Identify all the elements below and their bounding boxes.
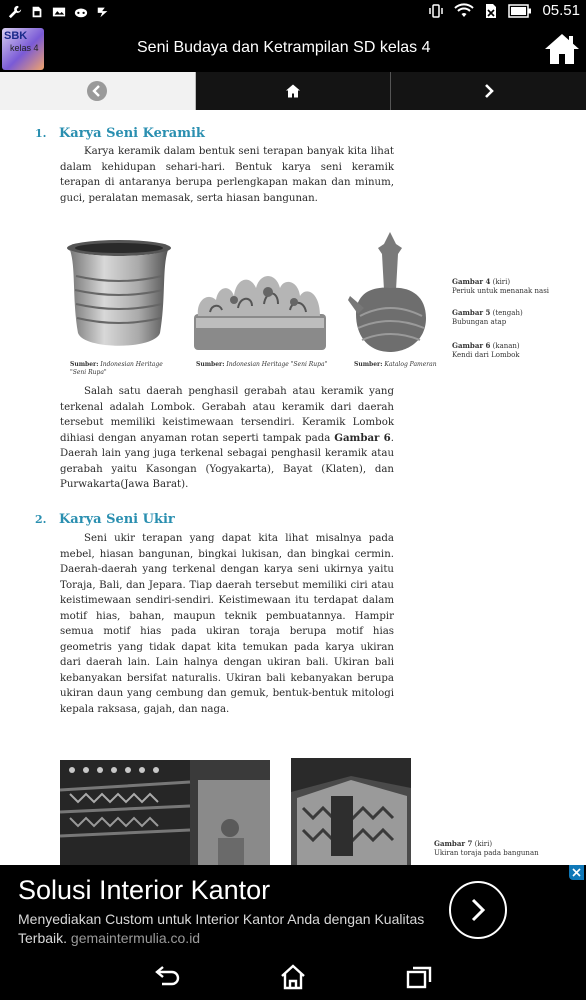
back-icon	[152, 963, 182, 991]
app-logo	[2, 28, 44, 70]
figure-source-caption	[354, 361, 454, 369]
gambar-caption-7	[434, 839, 539, 858]
ad-title[interactable]: Solusi Interior Kantor	[18, 875, 271, 905]
adchoices-button[interactable]	[569, 865, 584, 880]
system-navigation-bar	[0, 955, 586, 1000]
sync-icon	[96, 4, 110, 20]
gambar-label: Gambar 4	[452, 277, 491, 286]
gambar-position: (kiri)	[474, 840, 493, 848]
chevron-left-circle-icon	[86, 80, 108, 102]
gallery-icon	[52, 4, 66, 20]
gambar-position: (kiri)	[492, 278, 511, 286]
gambar-text: Ukiran toraja pada bangunan	[434, 849, 539, 857]
section-heading-keramik	[35, 126, 205, 141]
page-navigation	[0, 72, 586, 110]
paragraph-text: Salah satu daerah penghasil gerabah atau keramik yang terkenal adalah Lombok. Gerabah atau keramik dari daerah tersebut memiliki keistimewaan tersendiri. Keramik Lombok dihiasi dengan anyaman rotan seperti tampak pada	[60, 386, 394, 444]
ad-banner[interactable]	[0, 865, 586, 955]
source-label: Sumber:	[196, 361, 225, 368]
section-title: Karya Seni Keramik	[59, 126, 205, 141]
figure-source-caption	[70, 361, 180, 377]
gambar-text: Bubungan atap	[452, 318, 507, 326]
figure-periuk	[62, 238, 177, 356]
source-text: Indonesian Heritage "Seni Rupa"	[226, 361, 328, 368]
status-notification-icons	[8, 4, 110, 20]
wifi-icon	[454, 3, 474, 19]
ad-url[interactable]: gemaintermulia.co.id	[70, 930, 201, 946]
figure-ukiran-detail-photo	[291, 758, 411, 865]
prev-page-button[interactable]	[0, 72, 196, 110]
paragraph-lombok	[60, 384, 394, 493]
game-controller-icon	[74, 4, 88, 20]
battery-icon	[508, 4, 532, 18]
gambar-text: Kendi dari Lombok	[452, 351, 520, 359]
gambar-text: Periuk untuk menanak nasi	[452, 287, 550, 295]
source-text: Katalog Pameran	[384, 361, 437, 368]
home-icon	[544, 32, 580, 66]
section-heading-ukir	[35, 512, 175, 527]
figure-source-caption	[196, 361, 336, 369]
ad-description	[18, 910, 428, 948]
gambar-label: Gambar 5	[452, 308, 491, 317]
chevron-right-icon	[483, 83, 495, 99]
home-small-icon	[286, 85, 300, 98]
gambar-caption-4	[452, 277, 549, 296]
app-logo-subtext: kelas 4	[10, 43, 39, 53]
gambar-caption-5	[452, 308, 523, 327]
figure-bubungan-atap	[190, 270, 330, 358]
section-number: 1.	[35, 127, 47, 140]
gambar-position: (tengah)	[492, 309, 523, 317]
source-label: Sumber:	[70, 361, 99, 368]
wrench-icon	[8, 4, 22, 20]
system-home-icon	[278, 963, 308, 991]
status-time: 05.51	[542, 2, 580, 19]
app-logo-text: SBK	[4, 30, 28, 42]
paragraph-text: Karya keramik dalam bentuk seni terapan banyak kita lihat dalam kehidupan sehari-hari. Bentuk karya seni keramik terapan di antaranya berupa perlengkapan makan dan minum, guci, peralatan memasak, serta hiasan bangunan.	[60, 146, 394, 204]
paragraph-ukir	[60, 531, 394, 717]
next-page-button[interactable]	[391, 72, 586, 110]
gambar-position: (kanan)	[492, 342, 520, 350]
section-number: 2.	[35, 513, 47, 526]
ad-description-text: Menyediakan Custom untuk Interior Kantor Anda dengan Kualitas Terbaik.	[18, 911, 425, 946]
gambar-caption-6	[452, 341, 520, 360]
gambar-label: Gambar 7	[434, 839, 473, 848]
figure-ukiran-toraja-photo	[60, 760, 270, 865]
book-page[interactable]	[0, 110, 586, 865]
paragraph-text: . Daerah lain yang juga terkenal sebagai penghasil keramik atau gerabah yaitu Kasongan (Yogyakarta), Bayat (Klaten), dan Purwakarta(Jawa Barat).	[60, 432, 394, 490]
adchoices-icon	[571, 867, 582, 878]
ad-open-button[interactable]	[449, 881, 507, 939]
section-title: Karya Seni Ukir	[59, 512, 175, 527]
source-text: Indonesian Heritage "Seni Rupa"	[70, 361, 163, 376]
vibrate-icon	[428, 3, 444, 19]
app-title: Seni Budaya dan Ketrampilan SD kelas 4	[137, 39, 431, 56]
system-recents-button[interactable]	[404, 963, 434, 991]
source-label: Sumber:	[354, 361, 383, 368]
app-bar	[0, 26, 586, 72]
home-button[interactable]	[544, 32, 580, 66]
figure-kendi-lombok	[346, 230, 436, 358]
system-home-button[interactable]	[278, 963, 308, 991]
recents-icon	[404, 963, 434, 991]
status-system-icons	[428, 2, 580, 19]
toc-home-button[interactable]	[196, 72, 392, 110]
status-bar	[0, 0, 586, 26]
paragraph-keramik	[60, 144, 394, 206]
figure-reference: Gambar 6	[334, 431, 391, 444]
system-back-button[interactable]	[152, 963, 182, 991]
gambar-label: Gambar 6	[452, 341, 491, 350]
paragraph-text: Seni ukir terapan yang dapat kita lihat misalnya pada mebel, hiasan bangunan, bingkai lukisan, dan bingkai cermin. Daerah-daerah yang terkenal dengan karya seni ukirnya yaitu Toraja, Bali, dan Jepara. Tiap daerah tersebut memiliki ciri atau keistimewaan sendiri-sendiri. Keistimewaan itu terdapat dalam motif hias, bahan, maupun teknik pembuatannya. Hampir semua motif hias pada ukiran toraja berupa motif hias geometris yang tidak dapat kita temukan pada karya ukiran dari daerah lain. Lain halnya dengan ukiran bali. Ukiran bali kebanyakan bersifat naturalis. Ukiran bali kebanyakan berupa ukiran daun yang cembung dan gemuk, bentuk-bentuk mitologi kepala raksasa, gajah, dan naga.	[60, 533, 394, 715]
sim-manager-icon	[30, 4, 44, 20]
chevron-right-circle-icon	[469, 897, 487, 923]
no-sim-icon	[484, 3, 498, 19]
